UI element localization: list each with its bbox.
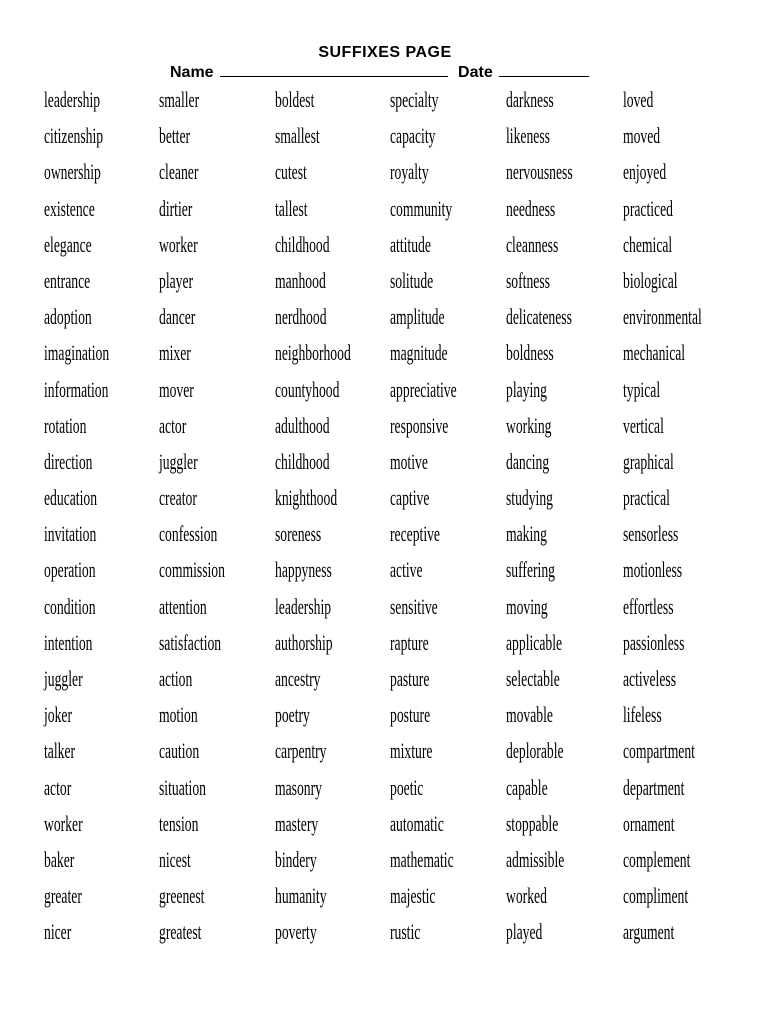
word-item: dancer [159,304,196,330]
word-item: played [506,919,543,945]
name-date-line [170,62,770,82]
word-item: rotation [44,412,87,438]
word-item: education [44,485,98,511]
word-item: direction [44,448,93,474]
word-item: motion [159,702,198,728]
word-item: cleanness [506,231,559,257]
word-item: tension [159,810,199,836]
word-item: imagination [44,340,110,366]
word-item: operation [44,557,96,583]
word-item: entrance [44,267,91,293]
word-item: captive [390,485,430,511]
word-item: activeless [623,666,677,691]
word-item: rustic [390,919,421,945]
word-item: amplitude [390,304,445,330]
word-item: selectable [506,666,560,691]
word-item: softness [506,267,550,293]
word-column-1 [44,82,162,951]
word-item: attitude [390,231,431,257]
word-item: nicest [159,846,191,872]
word-item: intention [44,629,93,655]
word-item: ownership [44,159,101,185]
word-column-4 [390,82,508,951]
word-item: citizenship [44,123,104,149]
word-item: worker [159,231,198,257]
word-item: talker [44,738,76,764]
word-item: happyness [275,557,332,583]
name-label: Name [170,64,214,81]
word-item: delicateness [506,304,572,330]
word-item: specialty [390,87,439,112]
word-item: knighthood [275,485,338,511]
word-item: juggler [44,666,83,691]
word-item: nicer [44,919,72,945]
word-item: enjoyed [623,159,667,185]
word-item: poetic [390,774,424,800]
word-item: automatic [390,810,444,836]
word-item: deplorable [506,738,564,764]
word-item: receptive [390,521,440,547]
word-item: commission [159,557,225,583]
word-item: ancestry [275,666,321,691]
word-item: actor [44,774,72,800]
word-item: baker [44,846,75,872]
word-item: pasture [390,666,430,691]
word-item: moved [623,123,661,149]
word-item: poetry [275,702,310,728]
word-item: rapture [390,629,429,655]
word-item: applicable [506,629,563,655]
word-item: juggler [159,448,198,474]
word-item: majestic [390,883,436,909]
word-item: cleaner [159,159,199,185]
word-item: practiced [623,195,673,221]
word-item: carpentry [275,738,327,764]
word-item: nervousness [506,159,573,185]
word-item: capacity [390,123,436,149]
word-item: masonry [275,774,322,800]
word-item: tallest [275,195,308,221]
word-item: caution [159,738,200,764]
word-item: complement [623,846,691,872]
word-item: condition [44,593,96,619]
word-item: compartment [623,738,695,764]
word-item: sensitive [390,593,438,619]
word-item: authorship [275,629,333,655]
word-item: worked [506,883,547,909]
word-item: smaller [159,87,200,112]
word-item: smallest [275,123,320,149]
word-item: worker [44,810,83,836]
word-item: darkness [506,87,554,112]
word-grid [0,82,770,962]
word-item: argument [623,919,675,945]
word-item: capable [506,774,548,800]
word-item: typical [623,376,661,402]
word-item: cutest [275,159,307,185]
word-item: information [44,376,109,402]
word-item: sensorless [623,521,679,547]
word-item: studying [506,485,553,511]
word-item: ornament [623,810,675,836]
word-item: humanity [275,883,327,909]
word-item: responsive [390,412,449,438]
word-item: dancing [506,448,550,474]
word-column-6 [623,82,741,951]
word-item: royalty [390,159,429,185]
word-item: confession [159,521,218,547]
word-item: effortless [623,593,674,619]
word-item: mixture [390,738,433,764]
word-item: solitude [390,267,434,293]
word-item: motive [390,448,428,474]
word-item: environmental [623,304,702,330]
word-item: lifeless [623,702,662,728]
word-item: situation [159,774,206,800]
word-item: boldest [275,87,315,112]
word-item: compliment [623,883,689,909]
word-item: attention [159,593,207,619]
word-item: stoppable [506,810,559,836]
word-item: countyhood [275,376,340,402]
word-item: manhood [275,267,326,293]
word-item: likeness [506,123,550,149]
word-item: greatest [159,919,202,945]
word-item: passionless [623,629,685,655]
word-item: joker [44,702,73,728]
word-item: adoption [44,304,92,330]
word-item: working [506,412,552,438]
word-item: needness [506,195,556,221]
word-item: leadership [275,593,332,619]
word-item: mechanical [623,340,686,366]
word-item: admissible [506,846,565,872]
word-item: mixer [159,340,191,366]
word-item: mover [159,376,194,402]
word-item: existence [44,195,95,221]
word-item: making [506,521,547,547]
word-item: vertical [623,412,664,438]
word-item: leadership [44,87,101,112]
word-item: actor [159,412,187,438]
word-item: biological [623,267,678,293]
word-item: adulthood [275,412,330,438]
word-item: player [159,267,194,293]
word-item: mastery [275,810,319,836]
word-item: appreciative [390,376,457,402]
page-title: SUFFIXES PAGE [318,44,452,61]
word-item: department [623,774,685,800]
word-item: better [159,123,191,149]
word-item: magnitude [390,340,448,366]
word-item: creator [159,485,197,511]
word-item: satisfaction [159,629,222,655]
word-item: active [390,557,423,583]
word-item: invitation [44,521,97,547]
word-item: playing [506,376,547,402]
word-item: elegance [44,231,92,257]
word-item: boldness [506,340,554,366]
word-item: suffering [506,557,555,583]
word-item: poverty [275,919,317,945]
word-item: bindery [275,846,317,872]
date-label: Date [458,64,493,81]
word-item: neighborhood [275,340,351,366]
word-column-2 [159,82,277,951]
word-item: dirtier [159,195,193,221]
word-item: graphical [623,448,674,474]
word-item: greater [44,883,82,909]
word-item: moving [506,593,548,619]
date-blank [499,62,589,77]
word-item: childhood [275,448,330,474]
word-item: movable [506,702,553,728]
word-item: loved [623,87,654,112]
word-item: action [159,666,193,691]
word-item: community [390,195,453,221]
word-column-5 [506,82,624,951]
word-item: chemical [623,231,673,257]
word-item: childhood [275,231,330,257]
word-item: soreness [275,521,322,547]
word-item: practical [623,485,670,511]
name-blank [220,62,448,77]
word-item: posture [390,702,431,728]
word-item: greenest [159,883,205,909]
word-item: nerdhood [275,304,327,330]
word-item: mathematic [390,846,454,872]
word-column-3 [275,82,393,951]
word-item: motionless [623,557,683,583]
